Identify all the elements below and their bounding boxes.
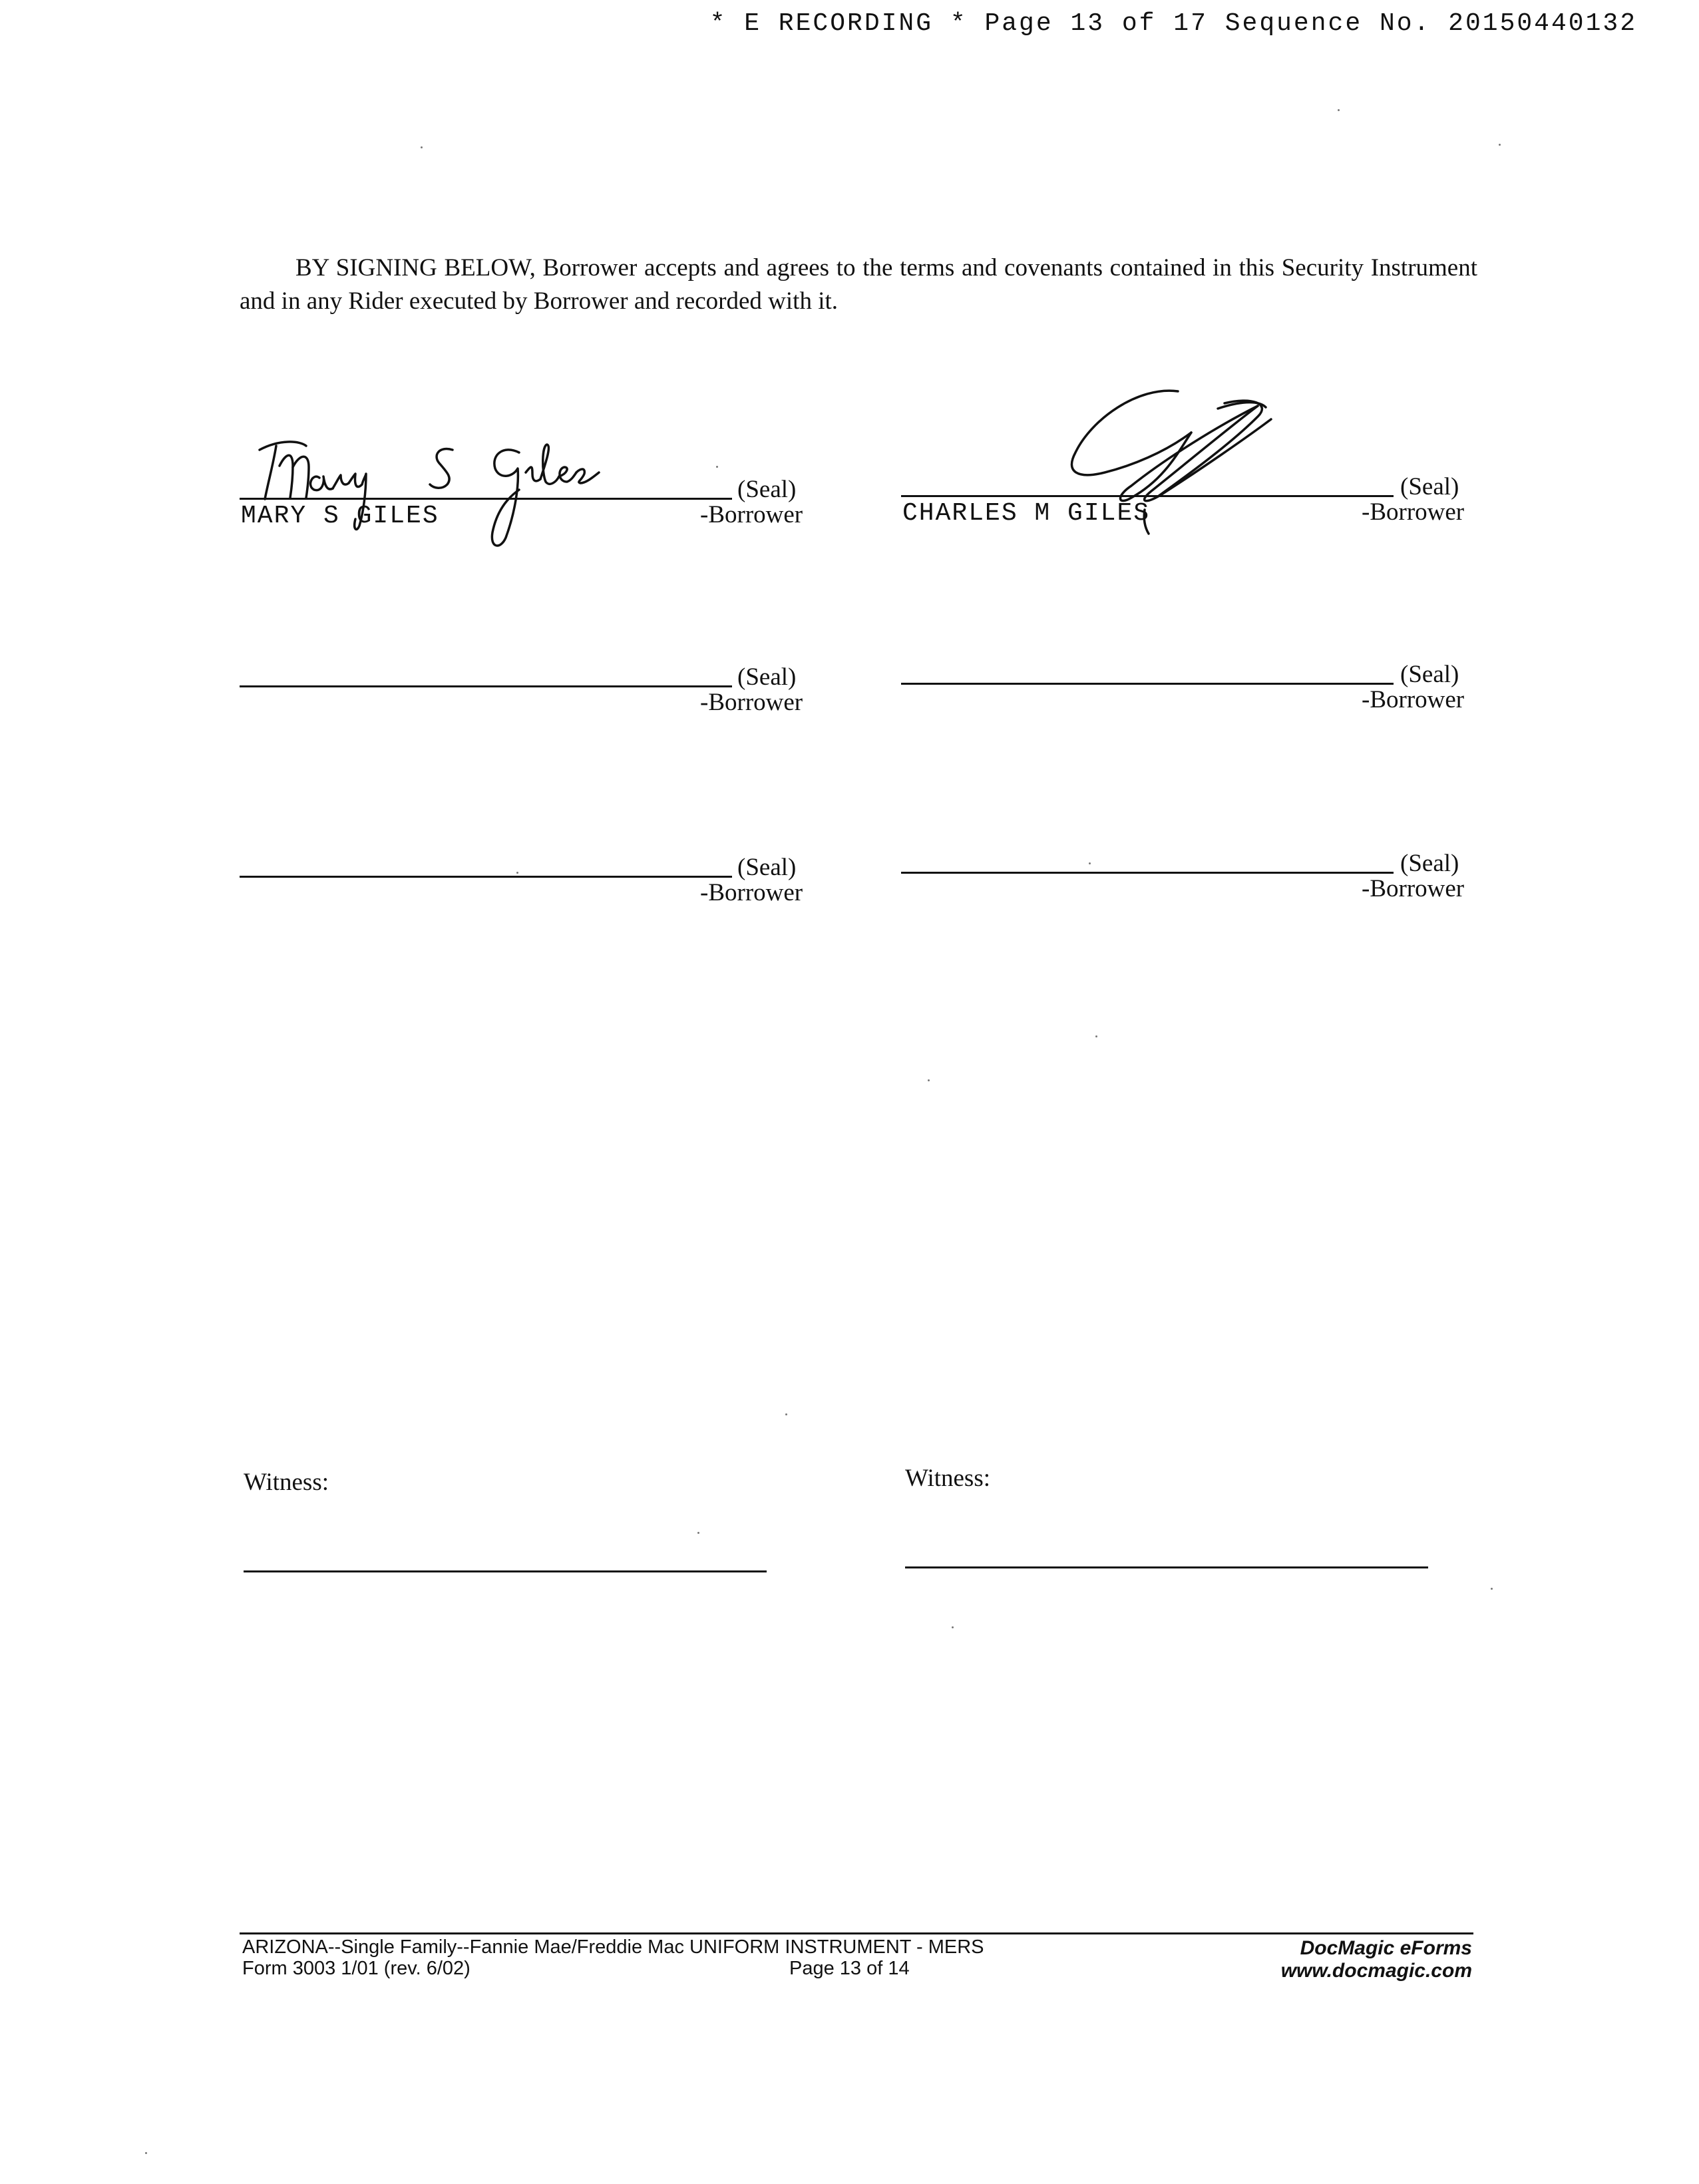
scan-speck: [697, 1532, 699, 1534]
witness-label-left: Witness:: [244, 1469, 329, 1496]
brand-url: www.docmagic.com: [1280, 1960, 1472, 1982]
signature-line-2: [901, 495, 1394, 497]
docmagic-brand: [1281, 1937, 1472, 1982]
signature-line-4: [901, 683, 1394, 685]
witness-line-left: [244, 1570, 767, 1572]
scan-speck: [421, 146, 423, 148]
seal-label-4: (Seal): [1400, 661, 1459, 688]
scan-speck: [928, 1079, 930, 1081]
seal-label-2: (Seal): [1400, 473, 1459, 500]
signature-charles-giles: [1058, 379, 1284, 559]
page-number: Page 13 of 14: [789, 1958, 910, 1979]
borrower-label-1: -Borrower: [700, 501, 803, 528]
borrower-label-6: -Borrower: [1362, 875, 1465, 902]
seal-label-5: (Seal): [737, 854, 797, 881]
scan-speck: [1491, 1588, 1493, 1590]
footer-rule: [240, 1932, 1473, 1934]
recording-header: * E RECORDING * Page 13 of 17 Sequence No. 20150440132: [709, 9, 1637, 38]
signing-statement: [240, 252, 1477, 318]
scan-speck: [1089, 862, 1091, 864]
seal-label-6: (Seal): [1400, 850, 1459, 877]
borrower-label-4: -Borrower: [1362, 686, 1465, 713]
signing-statement-text: BY SIGNING BELOW, Borrower accepts and agrees to the terms and covenants contained in this Security Instrument and in any Rider executed by Borrower and recorded with it.: [240, 254, 1477, 315]
signature-line-5: [240, 876, 732, 878]
printed-name-mary-giles: MARY S GILES: [241, 502, 439, 530]
signature-line-1: [240, 498, 732, 500]
scan-speck: [1499, 144, 1501, 146]
borrower-label-2: -Borrower: [1362, 498, 1465, 526]
form-title: ARIZONA--Single Family--Fannie Mae/Freddie Mac UNIFORM INSTRUMENT - MERS: [242, 1936, 984, 1958]
scan-speck: [1338, 109, 1340, 111]
witness-label-right: Witness:: [905, 1465, 991, 1492]
signature-line-6: [901, 872, 1394, 874]
scan-speck: [716, 466, 718, 468]
scan-speck: [785, 1413, 787, 1415]
scan-speck: [1095, 1035, 1097, 1037]
seal-label-3: (Seal): [737, 663, 797, 691]
borrower-label-3: -Borrower: [700, 689, 803, 716]
printed-name-charles-giles: CHARLES M GILES: [902, 499, 1151, 528]
scan-speck: [516, 872, 518, 874]
seal-label-1: (Seal): [737, 476, 797, 503]
borrower-label-5: -Borrower: [700, 879, 803, 906]
brand-name: DocMagic eForms: [1300, 1937, 1472, 1959]
form-number: Form 3003 1/01 (rev. 6/02): [242, 1958, 471, 1979]
signature-line-3: [240, 685, 732, 687]
signature-mary-giles: [240, 426, 639, 559]
scan-speck: [952, 1626, 954, 1628]
scan-speck: [145, 2152, 147, 2154]
witness-line-right: [905, 1566, 1428, 1568]
